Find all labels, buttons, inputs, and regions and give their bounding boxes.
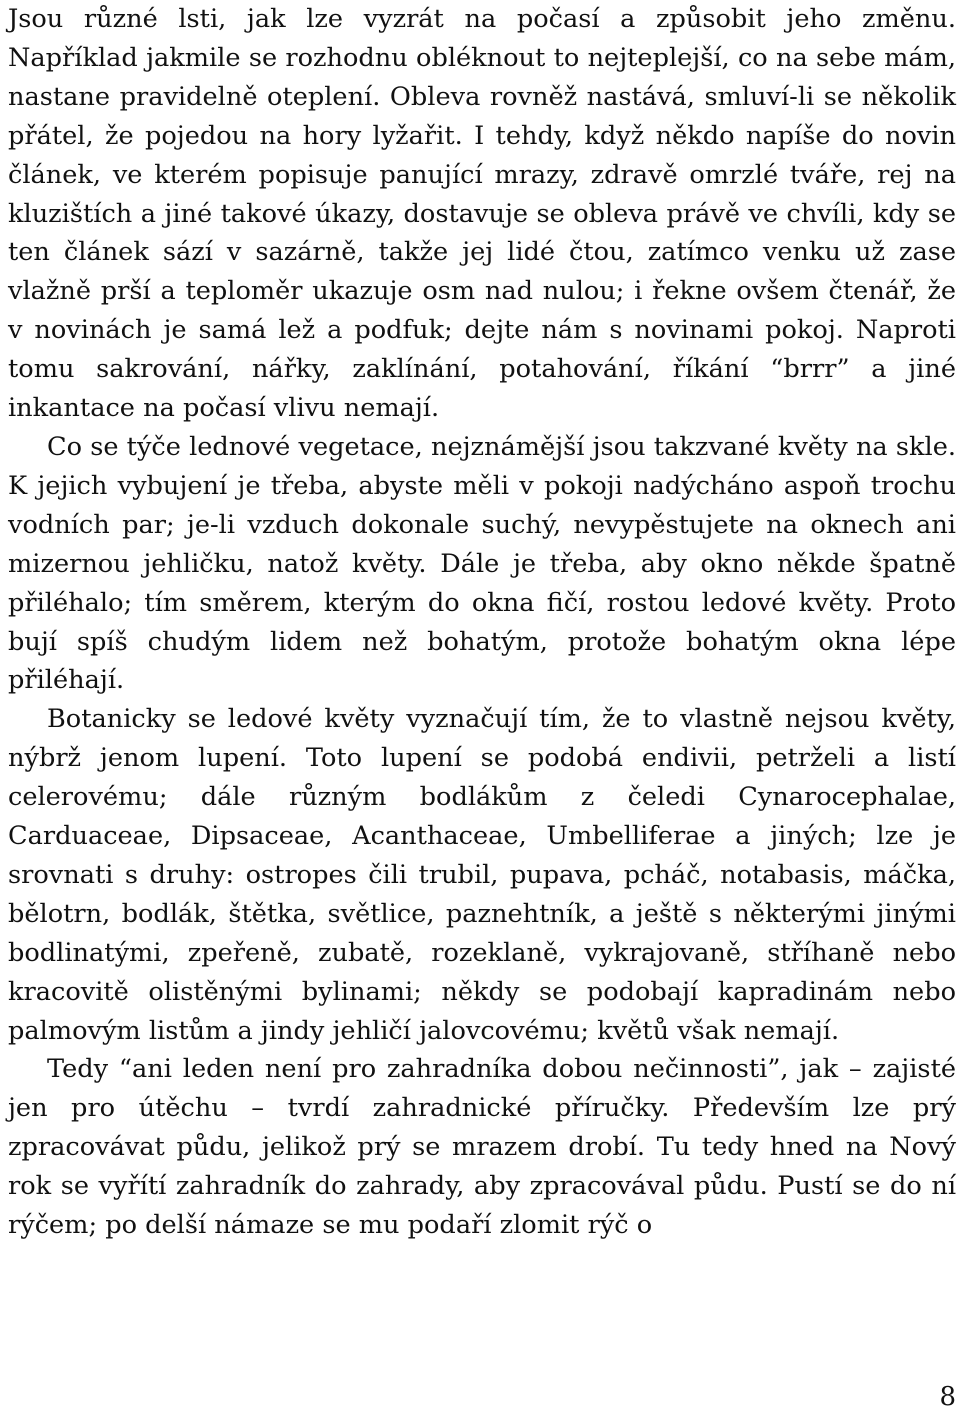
paragraph-frost-flowers: Co se týče lednové vegetace, nejznámější jsou takzvané květy na skle. K jejich vybujení je třeba, abyste měli v pokoji nadýcháno aspoň trochu vodních par; je-li vzduch dokonale suchý, nevypěstujete na oknech ani mizernou jehličku, natož květy. Dále je třeba, aby okno někde špatně přiléhalo; tím směrem, kterým do okna fičí, rostou ledové květy. Proto bují spíš chudým lidem než bohatým, protože bohatým okna lépe přiléhají. — [8, 431, 956, 696]
paragraph-botany: Botanicky se ledové květy vyznačují tím, že to vlastně nejsou květy, nýbrž jenom lupení. Toto lupení se podobá endivii, petrželi a listí celerovému; dále různým bodlákům z čeledi Cynarocephalae, Carduaceae, Dipsaceae, Acanthaceae, Umbelliferae a jiných; lze je srovnati s druhy: ostropes čili trubil, pupava, pcháč, notabasis, máčka, bělotrn, bodlák, štětka, světlice, paznehtník, a ještě s některými jinými bodlinatými, zpeřeně, zubatě, rozeklaně, vykrajovaně, stříhaně nebo kracovitě olistěnými bylinami; někdy se podobají kapradinám nebo palmovým listům a jindy jehličí jalovcovému; květů však nemají. — [8, 704, 956, 1046]
body-text — [8, 0, 956, 1245]
paragraph-january-work: Tedy “ani leden není pro zahradníka dobou nečinnosti”, jak – zajisté jen pro útěchu – tvrdí zahradnické příručky. Především lze prý zpracovávat půdu, jelikož prý se mrazem drobí. Tu tedy hned na Nový rok se vyřítí zahradník do zahrady, aby zpracovával půdu. Pustí se do ní rýčem; po delší námaze se mu podaří zlomit rýč o — [8, 1054, 956, 1241]
document-page — [8, 0, 956, 1418]
paragraph-weather-tricks: Jsou různé lsti, jak lze vyzrát na počasí a způsobit jeho změnu. Například jakmile se rozhodnu obléknout to nejteplejší, co na sebe mám, nastane pravidelně oteplení. Obleva rovněž nastává, smluví-li se několik přátel, že pojedou na hory lyžařit. I tehdy, když někdo napíše do novin článek, ve kterém popisuje panující mrazy, zdravě omrzlé tváře, rej na kluzištích a jiné takové úkazy, dostavuje se obleva právě ve chvíli, kdy se ten článek sází v sazárně, takže jej lidé čtou, zatímco venku už zase vlažně prší a teploměr ukazuje osm nad nulou; i řekne ovšem čtenář, že v novinách je samá lež a podfuk; dejte nám s novinami pokoj. Naproti tomu sakrování, nářky, zaklínání, potahování, říkání “brrr” a jiné inkantace na počasí vlivu nemají. — [8, 4, 956, 424]
page-number: 8 — [939, 1382, 956, 1412]
